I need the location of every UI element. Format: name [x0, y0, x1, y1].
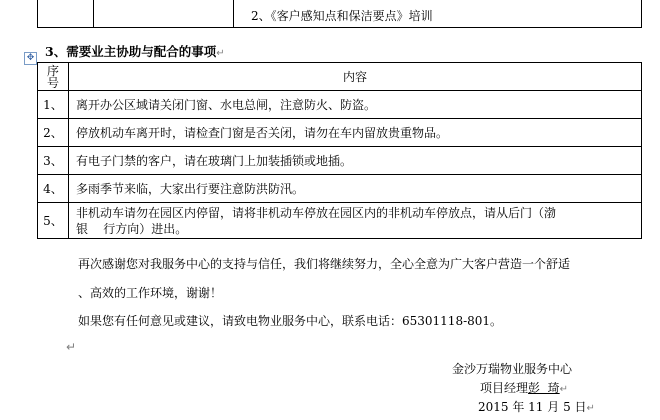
row-content: 非机动车请勿在园区内停留，请将非机动车停放在园区内的非机动车停放点，请从后门（渤 银 行方向）进出。 [69, 203, 642, 239]
thanks-line-1: 再次感谢您对我服务中心的支持与信任，我们将继续努力，全心全意为广大客户营造一个舒适 [78, 257, 571, 271]
table-header-row [38, 63, 642, 91]
contact-line: 如果您有任何意见或建议，请致电物业服务中心，联系电话：65301118-801。 [78, 314, 503, 328]
cell-border [641, 0, 642, 27]
row-content: 离开办公区域请关闭门窗、水电总闸，注意防火、防盗。 [69, 91, 642, 119]
section-title: 3、需要业主协助与配合的事项↵ [45, 44, 225, 59]
company-name: 金沙万瑞物业服务中心 [452, 362, 573, 376]
row-number: 1、 [38, 91, 69, 119]
paragraph-mark: ↵ [66, 340, 77, 354]
previous-table-row [37, 0, 642, 28]
row-content: 停放机动车离开时，请检查门窗是否关闭，请勿在车内留放贵重物品。 [69, 119, 642, 147]
row-number: 3、 [38, 147, 69, 175]
row-number: 5、 [38, 203, 69, 239]
row-content: 有电子门禁的客户，请在玻璃门上加装插锁或地插。 [69, 147, 642, 175]
row-number: 4、 [38, 175, 69, 203]
table-row [38, 119, 642, 147]
requirements-table [37, 62, 642, 239]
thanks-line-2: 、高效的工作环境，谢谢！ [78, 286, 223, 300]
header-content: 内容 [69, 63, 642, 91]
cell-border [233, 0, 234, 27]
row-number: 2、 [38, 119, 69, 147]
signature-date: 2015 年 11 月 5 日↵ [478, 400, 595, 414]
table-row [38, 203, 642, 239]
cell-border [93, 0, 94, 27]
table-move-icon[interactable]: ✥ [24, 52, 37, 65]
header-number: 序 号 [38, 63, 69, 91]
table-row [38, 175, 642, 203]
row-content: 多雨季节来临，大家出行要注意防洪防汛。 [69, 175, 642, 203]
table-row [38, 147, 642, 175]
training-item-text: 2、《客户感知点和保洁要点》培训 [251, 9, 433, 23]
table-row [38, 91, 642, 119]
cell-border [37, 0, 38, 27]
project-manager: 项目经理彭 琦↵ [480, 381, 569, 395]
